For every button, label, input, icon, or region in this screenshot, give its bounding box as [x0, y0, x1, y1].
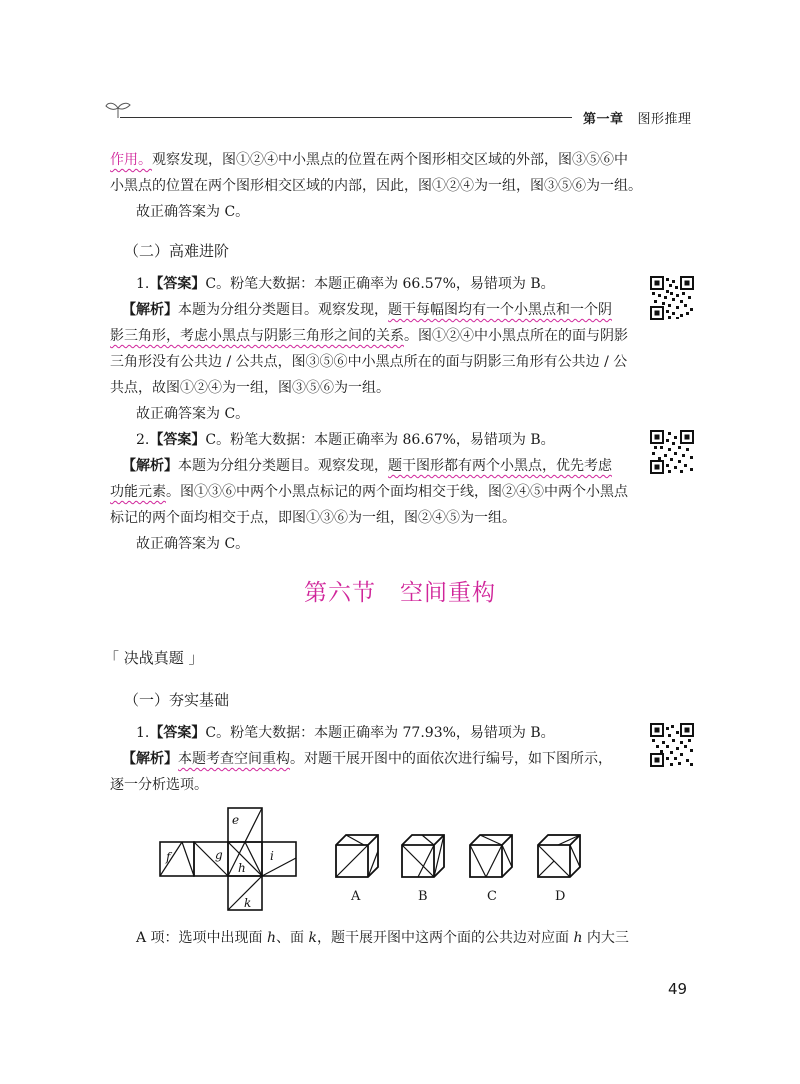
conclusion-line: 故正确答案为 C。 — [136, 406, 250, 422]
question-number: 2. — [136, 432, 150, 448]
face-label-g: g — [215, 848, 223, 862]
highlighted-text: 题干每幅图均有一个小黑点和一个阴 — [388, 302, 612, 318]
analysis-line: 标记的两个面均相交于点，即图①③⑥为一组，图②④⑤为一组。 — [110, 510, 516, 526]
option-label-b: B — [418, 889, 428, 904]
text: 本题为分组分类题目。观察发现， — [178, 302, 388, 318]
text: 本题为分组分类题目。观察发现， — [178, 458, 388, 474]
paragraph-line: 小黑点的位置在两个图形相交区域的内部，因此，图①②④为一组，图③⑤⑥为一组。 — [110, 178, 642, 194]
analysis-tag: 【解析】 — [122, 458, 178, 474]
face-label-h: h — [238, 861, 246, 875]
answer-text: C。粉笔大数据：本题正确率为 86.67%，易错项为 B。 — [205, 432, 555, 448]
analysis-line: 共点，故图①②④为一组，图③⑤⑥为一组。 — [110, 380, 390, 396]
analysis-line — [122, 456, 612, 476]
answer-line — [136, 723, 555, 743]
analysis-line — [122, 300, 612, 320]
highlighted-text: 作用。 — [110, 152, 152, 168]
face-label-i: i — [270, 849, 274, 863]
question-number: 1. — [136, 725, 150, 741]
qr-code-icon[interactable] — [650, 430, 694, 474]
header-rule — [120, 117, 572, 118]
section-heading: （二）高难进阶 — [124, 242, 230, 260]
qr-code-icon[interactable] — [650, 276, 694, 320]
cube-net-diagram — [158, 806, 300, 912]
net-face-i — [262, 842, 296, 876]
qr-code-icon[interactable] — [650, 723, 694, 767]
text: 、面 — [276, 930, 309, 946]
answer-text: C。粉笔大数据：本题正确率为 77.93%，易错项为 B。 — [205, 725, 555, 741]
highlighted-text: 影三角形，考虑小黑点与阴影三角形之间的关系 — [110, 328, 404, 344]
analysis-tag: 【解析】 — [122, 302, 178, 318]
running-header — [583, 108, 692, 127]
text: ，题干展开图中这两个面的公共边对应面 — [316, 930, 574, 946]
text: 内大三 — [582, 930, 629, 946]
question-number: 1. — [136, 276, 150, 292]
option-a-explanation — [136, 928, 629, 948]
face-label-k: k — [244, 896, 252, 910]
highlighted-text: 功能元素 — [110, 484, 166, 500]
zhenti-heading: 「 决战真题 」 — [104, 649, 204, 667]
header-chapter: 第一章 — [583, 112, 624, 127]
answer-line — [136, 430, 555, 450]
face-ref: h — [573, 930, 583, 946]
analysis-line — [122, 749, 612, 769]
option-label-a: A — [351, 889, 361, 904]
option-c-cube[interactable] — [468, 833, 514, 879]
analysis-line: 逐一分析选项。 — [110, 777, 208, 793]
text: 。对题干展开图中的面依次进行编号，如下图所示， — [290, 751, 612, 767]
conclusion-line: 故正确答案为 C。 — [136, 204, 250, 220]
option-a-cube[interactable] — [334, 833, 380, 879]
analysis-line — [110, 482, 628, 502]
text: 。图①②④中小黑点所在的面与阴影 — [404, 328, 628, 344]
highlighted-text: 题干图形都有两个小黑点，优先考虑 — [388, 458, 612, 474]
answer-tag: 【答案】 — [149, 276, 206, 292]
conclusion-line: 故正确答案为 C。 — [136, 536, 250, 552]
page-number: 49 — [668, 980, 688, 998]
analysis-tag: 【解析】 — [122, 751, 178, 767]
analysis-line: 三角形没有公共边 / 公共点，图③⑤⑥中小黑点所在的面与阴影三角形有公共边 / 公 — [110, 354, 628, 370]
face-ref: h — [267, 930, 277, 946]
answer-tag: 【答案】 — [149, 725, 206, 741]
analysis-line — [110, 326, 628, 346]
answer-text: C。粉笔大数据：本题正确率为 66.57%，易错项为 B。 — [205, 276, 555, 292]
header-title: 图形推理 — [637, 112, 692, 127]
option-label-c: C — [487, 889, 497, 904]
text: 。图①③⑥中两个小黑点标记的两个面均相交于线，图②④⑤中两个小黑点 — [166, 484, 628, 500]
answer-tag: 【答案】 — [149, 432, 206, 448]
section-title: 第六节 空间重构 — [304, 580, 496, 606]
option-d-cube[interactable] — [536, 833, 582, 879]
text: A 项：选项中出现面 — [136, 930, 268, 946]
paragraph-line — [110, 150, 628, 170]
highlighted-text: 本题考查空间重构 — [178, 751, 290, 767]
answer-line — [136, 274, 555, 294]
face-ref: k — [308, 930, 317, 946]
text: 观察发现，图①②④中小黑点的位置在两个图形相交区域的外部，图③⑤⑥中 — [152, 152, 628, 168]
face-label-f: f — [166, 850, 171, 864]
face-label-e: e — [232, 813, 240, 827]
section-heading: （一）夯实基础 — [124, 691, 230, 709]
option-b-cube[interactable] — [400, 833, 446, 879]
option-label-d: D — [555, 889, 566, 904]
